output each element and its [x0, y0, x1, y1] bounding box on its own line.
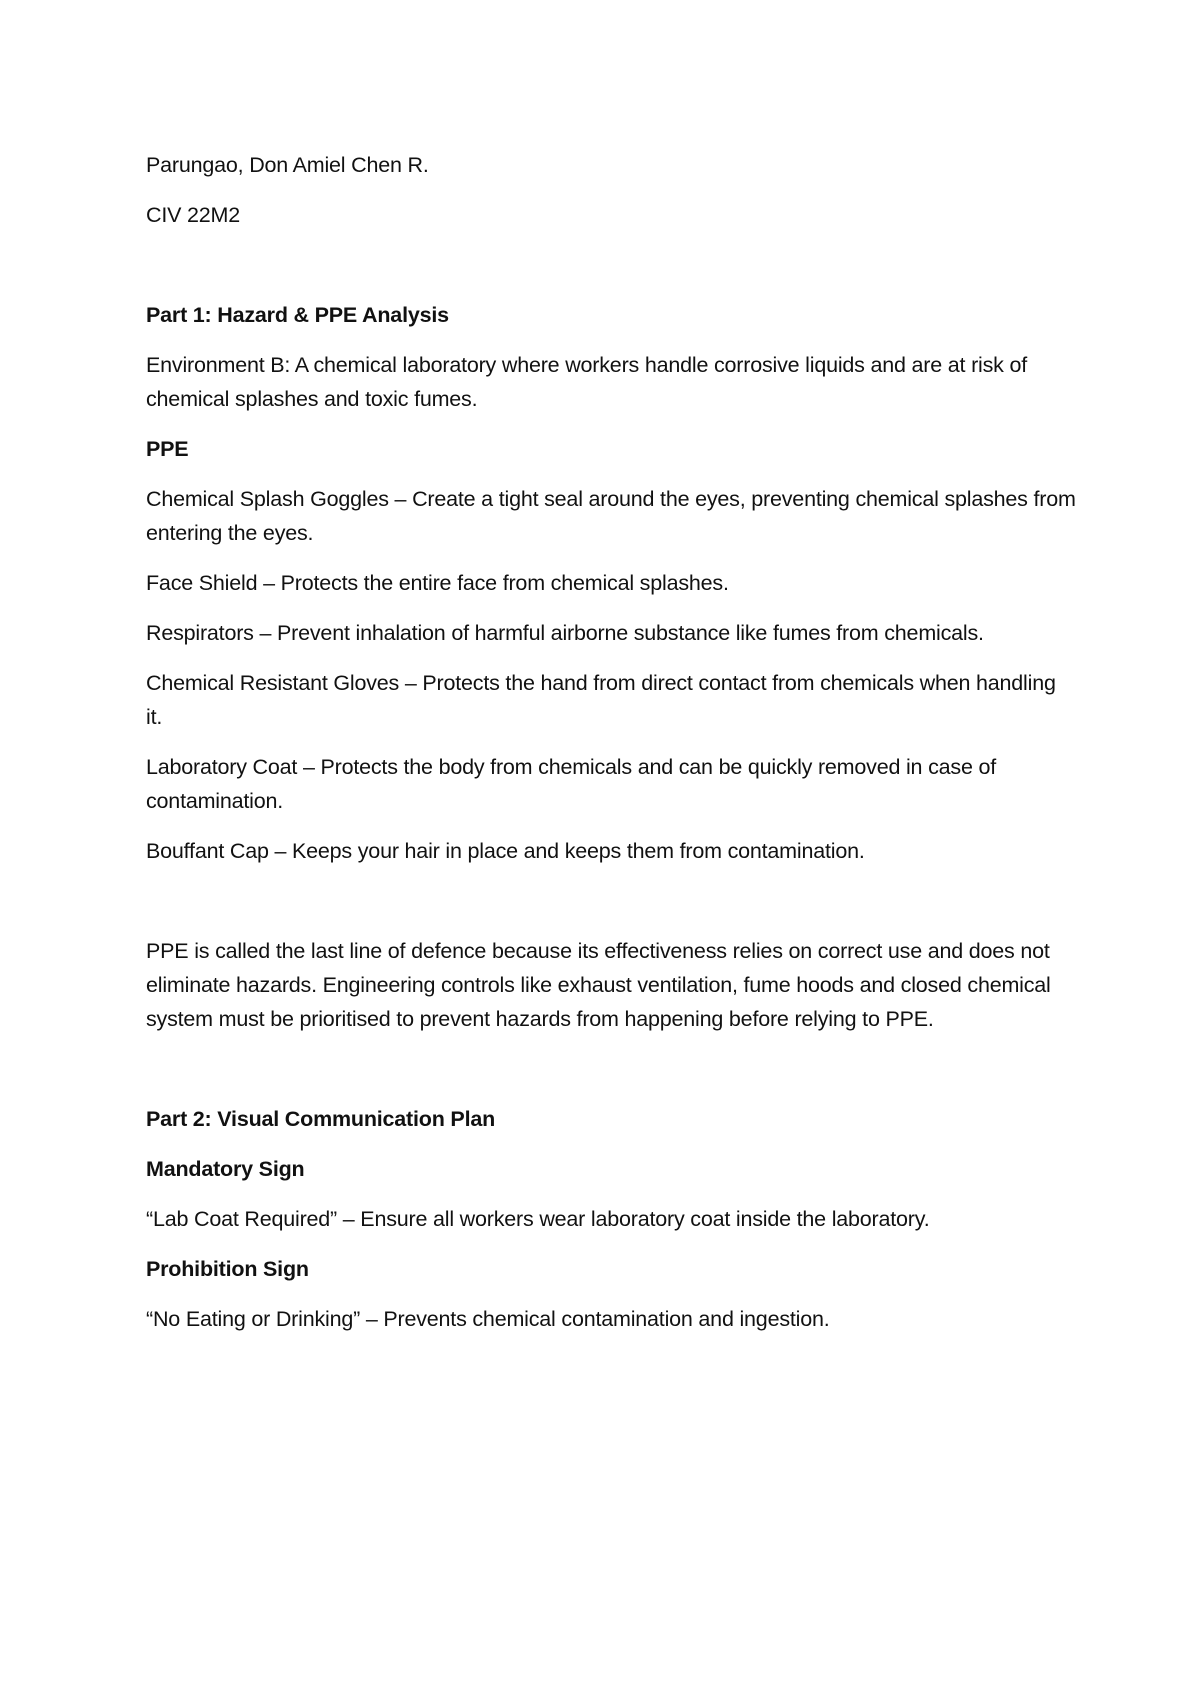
- mandatory-sign-heading: Mandatory Sign: [146, 1157, 305, 1181]
- part1-heading: Part 1: Hazard & PPE Analysis: [146, 303, 449, 327]
- ppe-item-gloves: Chemical Resistant Gloves – Protects the hand from direct contact from chemicals when handling it.: [146, 671, 1056, 729]
- prohibition-sign-heading: Prohibition Sign: [146, 1257, 309, 1281]
- ppe-item-goggles: Chemical Splash Goggles – Create a tight seal around the eyes, preventing chemical splashes from entering the eyes.: [146, 487, 1076, 545]
- part2-heading: Part 2: Visual Communication Plan: [146, 1107, 496, 1131]
- ppe-item-bouffant-cap: Bouffant Cap – Keeps your hair in place and keeps them from contamination.: [146, 839, 865, 863]
- document-body: [146, 148, 1076, 1352]
- student-name: Parungao, Don Amiel Chen R.: [146, 153, 429, 177]
- mandatory-sign-text: “Lab Coat Required” – Ensure all workers wear laboratory coat inside the laboratory.: [146, 1207, 930, 1231]
- ppe-item-lab-coat: Laboratory Coat – Protects the body from chemicals and can be quickly removed in case of contamination.: [146, 755, 997, 813]
- student-section: CIV 22M2: [146, 203, 240, 227]
- ppe-heading: PPE: [146, 437, 189, 461]
- prohibition-sign-text: “No Eating or Drinking” – Prevents chemical contamination and ingestion.: [146, 1307, 830, 1331]
- environment-description: Environment B: A chemical laboratory where workers handle corrosive liquids and are at risk of chemical splashes and toxic fumes.: [146, 353, 1028, 411]
- last-line-of-defence-paragraph: PPE is called the last line of defence because its effectiveness relies on correct use and does not eliminate hazards. Engineering controls like exhaust ventilation, fume hoods and closed chemical system must be prioritised to prevent hazards from happening before relying to PPE.: [146, 939, 1051, 1031]
- ppe-item-face-shield: Face Shield – Protects the entire face from chemical splashes.: [146, 571, 729, 595]
- ppe-item-respirators: Respirators – Prevent inhalation of harmful airborne substance like fumes from chemicals.: [146, 621, 984, 645]
